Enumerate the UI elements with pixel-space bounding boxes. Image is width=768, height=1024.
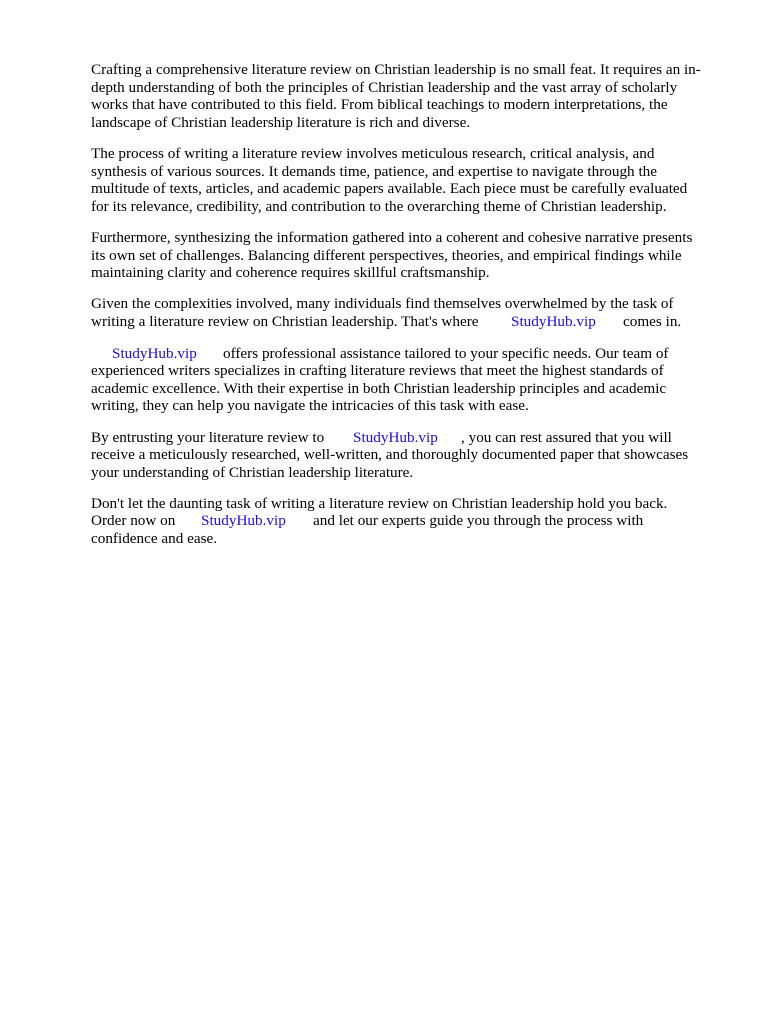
paragraph-2-line-4: for its relevance, credibility, and contribution to the overarching theme of Christian leadership. <box>91 198 667 215</box>
paragraph-2-line-3: multitude of texts, articles, and academic papers available. Each piece must be carefully evaluated <box>91 180 688 197</box>
paragraph-4-line-2-tail: comes in. <box>623 313 682 330</box>
paragraph-5-line-4: writing, they can help you navigate the intricacies of this task with ease. <box>91 397 529 414</box>
paragraph-1-line-4: landscape of Christian leadership literature is rich and diverse. <box>91 114 471 131</box>
paragraph-2-line-2: synthesis of various sources. It demands time, patience, and expertise to navigate through the <box>91 163 658 180</box>
paragraph-5-line-2: experienced writers specializes in crafting literature reviews that meet the highest standards of <box>91 362 664 379</box>
paragraph-7-line-2: Order now on <box>91 512 176 529</box>
paragraph-7-line-2-tail: and let our experts guide you through the process with <box>313 512 644 529</box>
paragraph-3-line-1: Furthermore, synthesizing the information gathered into a coherent and cohesive narrative presents <box>91 229 693 246</box>
paragraph-4-line-1: Given the complexities involved, many individuals find themselves overwhelmed by the task of <box>91 295 674 312</box>
studyhub-link[interactable]: StudyHub.vip <box>112 345 197 362</box>
studyhub-link[interactable]: StudyHub.vip <box>353 429 438 446</box>
paragraph-6-line-3: your understanding of Christian leadership literature. <box>91 464 414 481</box>
paragraph-1-line-1: Crafting a comprehensive literature review on Christian leadership is no small feat. It requires an in- <box>91 61 701 78</box>
paragraph-6-line-1: By entrusting your literature review to <box>91 429 325 446</box>
studyhub-link[interactable]: StudyHub.vip <box>511 313 596 330</box>
paragraph-5-line-1: offers professional assistance tailored to your specific needs. Our team of <box>223 345 669 362</box>
paragraph-3-line-2: its own set of challenges. Balancing different perspectives, theories, and empirical findings while <box>91 247 682 264</box>
paragraph-6-line-1-tail: , you can rest assured that you will <box>461 429 672 446</box>
paragraph-5-line-3: academic excellence. With their expertise in both Christian leadership principles and academic <box>91 380 667 397</box>
paragraph-3-line-3: maintaining clarity and coherence requires skillful craftsmanship. <box>91 264 490 281</box>
paragraph-4-line-2: writing a literature review on Christian leadership. That's where <box>91 313 479 330</box>
paragraph-2-line-1: The process of writing a literature review involves meticulous research, critical analysis, and <box>91 145 655 162</box>
paragraph-7-line-1: Don't let the daunting task of writing a literature review on Christian leadership hold you back. <box>91 495 668 512</box>
paragraph-7-line-3: confidence and ease. <box>91 530 218 547</box>
paragraph-6-line-2: receive a meticulously researched, well-written, and thoroughly documented paper that showcases <box>91 446 689 463</box>
studyhub-link[interactable]: StudyHub.vip <box>201 512 286 529</box>
paragraph-1-line-2: depth understanding of both the principles of Christian leadership and the vast array of scholarly <box>91 79 678 96</box>
paragraph-1-line-3: works that have contributed to this field. From biblical teachings to modern interpretations, the <box>91 96 668 113</box>
